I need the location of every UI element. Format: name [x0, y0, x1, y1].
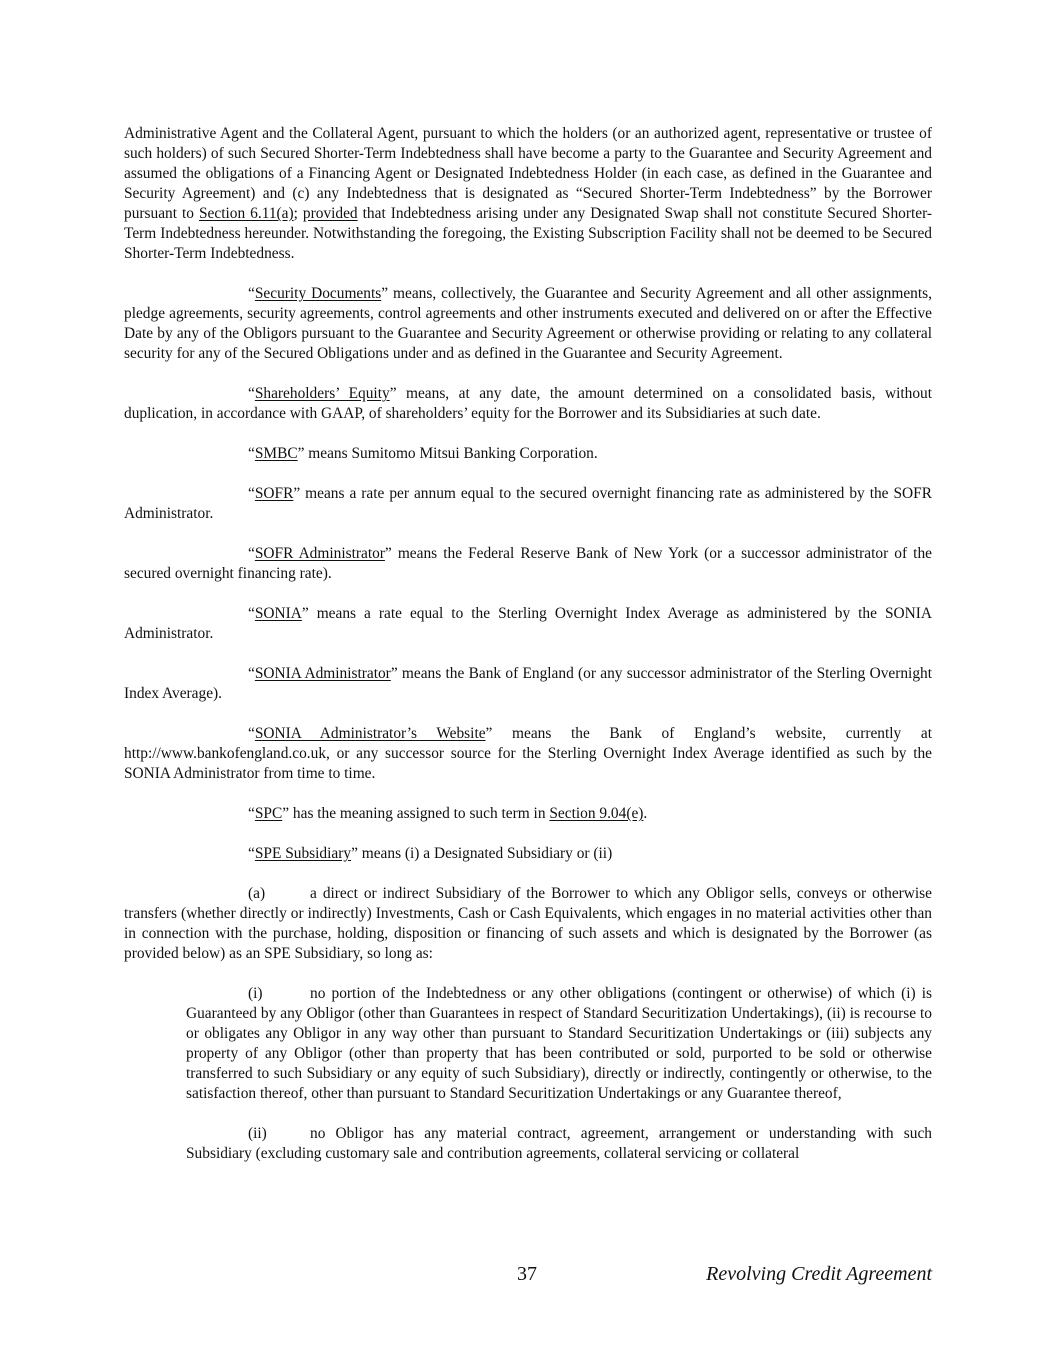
- defined-term: SONIA Administrator’s Website: [254, 725, 486, 742]
- defined-term: SPC: [254, 805, 283, 822]
- defined-term: SOFR: [254, 485, 294, 502]
- defined-term: SOFR Administrator: [254, 545, 385, 562]
- clause-ii: (ii) no Obligor has any material contract, agreement, arrangement or understanding with such Subsidiary (excluding customary sale and contribution agreements, collateral servicing or collateral: [186, 1125, 932, 1162]
- definition-spc: “SPC” has the meaning assigned to such term in Section 9.04(e).: [248, 805, 648, 822]
- defined-term: SPE Subsidiary: [254, 845, 352, 862]
- definition-sofr: “SOFR” means a rate per annum equal to the secured overnight financing rate as administered by the SOFR Administrator.: [124, 485, 932, 522]
- clause-i: (i) no portion of the Indebtedness or any other obligations (contingent or otherwise) of which (i) is Guaranteed by any Obligor (other than Guarantees in respect of Standard Securitization Undertakings), (ii) is recourse to or obligates any Obligor in any way other than pursuant to Standard Securitization Undertakings or (iii) subjects any property of any Obligor (other than property that has been contributed or sold, purported to be sold or otherwise transferred to such Subsidiary or any equity of such Subsidiary), directly or indirectly, contingently or otherwise, to the satisfaction thereof, other than pursuant to Standard Securitization Undertakings or any Guarantee thereof,: [186, 985, 932, 1102]
- clause-a: (a) a direct or indirect Subsidiary of the Borrower to which any Obligor sells, conveys or otherwise transfers (whether directly or indirectly) Investments, Cash or Cash Equivalents, which engages in no material activities other than in connection with the purchase, holding, disposition or financing of such assets and which is designated by the Borrower (as provided below) as an SPE Subsidiary, so long as:: [124, 885, 932, 962]
- section-reference-9-04e: Section 9.04(e): [549, 805, 644, 822]
- page-footer: [0, 1264, 1055, 1288]
- clause-label: (i): [248, 985, 263, 1002]
- page-body: [124, 124, 932, 1184]
- defined-term: SONIA Administrator: [254, 665, 391, 682]
- definition-sonia: “SONIA” means a rate equal to the Sterling Overnight Index Average as administered by the SONIA Administrator.: [124, 605, 932, 642]
- clause-label: (ii): [248, 1125, 267, 1142]
- definition-sonia-administrator: “SONIA Administrator” means the Bank of England (or any successor administrator of the Sterling Overnight Index Average).: [124, 665, 932, 702]
- section-reference-6-11a: Section 6.11(a): [199, 205, 294, 222]
- document-title: Revolving Credit Agreement: [706, 1263, 932, 1285]
- definition-smbc: “SMBC” means Sumitomo Mitsui Banking Corporation.: [248, 445, 598, 462]
- defined-term: SMBC: [254, 445, 298, 462]
- paragraph-secured-shorter-term-continuation: Administrative Agent and the Collateral Agent, pursuant to which the holders (or an authorized agent, representative or trustee of such holders) of such Secured Shorter-Term Indebtedness shall have become a party to the Guarantee and Security Agreement and assumed the obligations of a Financing Agent or Designated Indebtedness Holder (in each case, as defined in the Guarantee and Security Agreement) and (c) any Indebtedness that is designated as “Secured Shorter-Term Indebtedness” by the Borrower pursuant to Section 6.11(a); provided that Indebtedness arising under any Designated Swap shall not constitute Secured Shorter-Term Indebtedness hereunder. Notwithstanding the foregoing, the Existing Subscription Facility shall not be deemed to be Secured Shorter-Term Indebtedness.: [124, 125, 933, 262]
- defined-term: Shareholders’ Equity: [254, 385, 390, 402]
- provided-term: provided: [302, 205, 358, 222]
- clause-label: (a): [248, 885, 266, 902]
- definition-sofr-administrator: “SOFR Administrator” means the Federal Reserve Bank of New York (or a successor administrator of the secured overnight financing rate).: [124, 545, 932, 582]
- definition-spe-subsidiary: “SPE Subsidiary” means (i) a Designated Subsidiary or (ii): [248, 845, 613, 862]
- definition-sonia-administrators-website: “SONIA Administrator’s Website” means the Bank of England’s website, currently at http://www.bankofengland.co.uk, or any successor source for the Sterling Overnight Index Average identified as such by the SONIA Administrator from time to time.: [124, 725, 932, 782]
- definition-shareholders-equity: “Shareholders’ Equity” means, at any date, the amount determined on a consolidated basis, without duplication, in accordance with GAAP, of shareholders’ equity for the Borrower and its Subsidiaries at such date.: [124, 385, 932, 422]
- defined-term: SONIA: [254, 605, 302, 622]
- defined-term: Security Documents: [254, 285, 382, 302]
- page-number: 37: [517, 1263, 537, 1285]
- definition-security-documents: “Security Documents” means, collectively, the Guarantee and Security Agreement and all other assignments, pledge agreements, security agreements, control agreements and other instruments executed and delivered on or after the Effective Date by any of the Obligors pursuant to the Guarantee and Security Agreement or otherwise providing or relating to any collateral security for any of the Secured Obligations under and as defined in the Guarantee and Security Agreement.: [124, 285, 932, 362]
